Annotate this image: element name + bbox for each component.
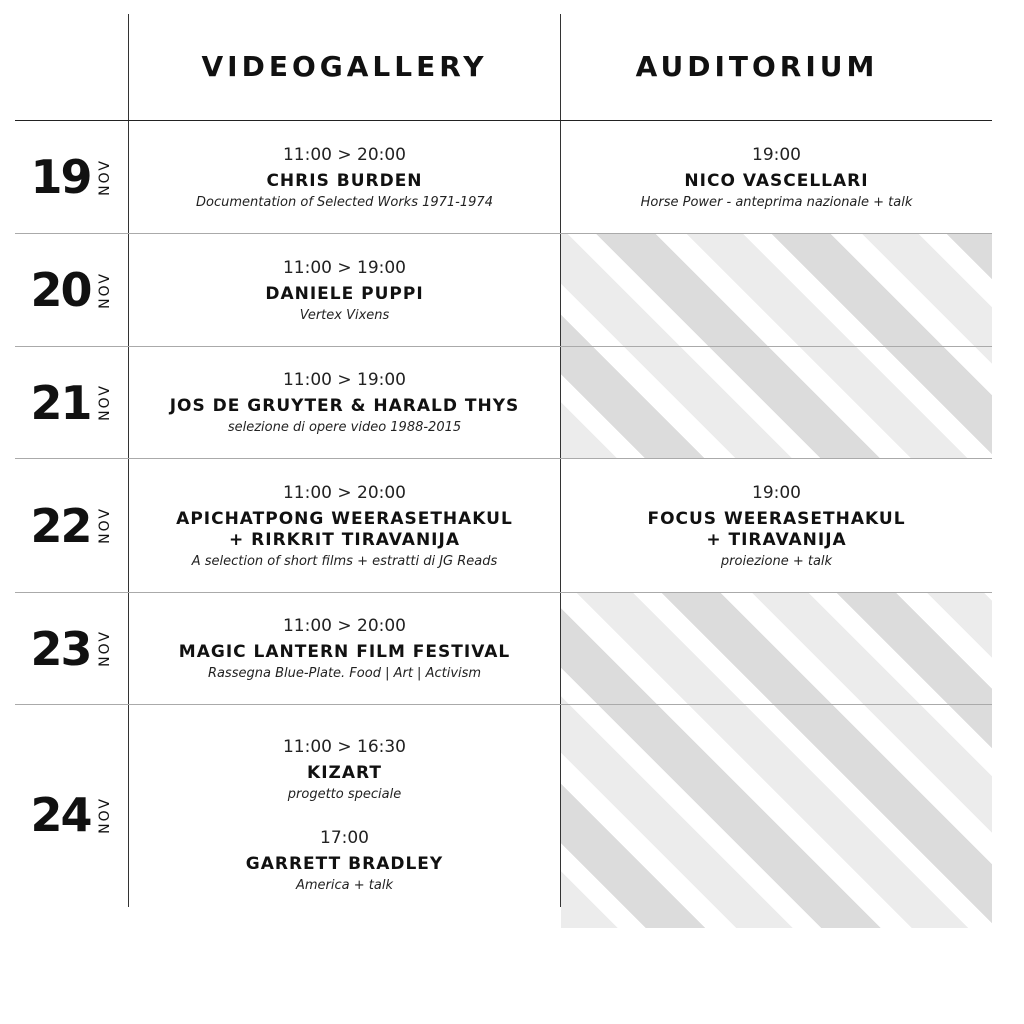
date-month: NOV: [96, 384, 113, 421]
event-artist: MAGIC LANTERN FILM FESTIVAL: [178, 642, 511, 662]
event-time: 17:00: [320, 828, 369, 848]
date-day: 23: [30, 621, 91, 676]
event-artist: NICO VASCELLARI: [684, 170, 869, 191]
date-month: NOV: [96, 271, 113, 309]
event-cell-videogallery: [129, 347, 560, 458]
event-artist: APICHATPONG WEERASETHAKUL: [176, 508, 513, 529]
date-day: 22: [30, 498, 91, 553]
event-time: 11:00 > 20:00: [282, 616, 407, 636]
event-cell-videogallery: [129, 593, 560, 704]
date-day: 24: [30, 788, 91, 842]
event-artist: KIZART: [307, 763, 382, 783]
event-description: Vertex Vixens: [299, 307, 390, 323]
date-month: NOV: [96, 630, 113, 667]
date-label: [15, 705, 128, 925]
event-cell-videogallery: [129, 705, 560, 925]
event-artist: GARRETT BRADLEY: [245, 854, 444, 874]
column-header-videogallery: VIDEOGALLERY: [201, 50, 488, 83]
event-time: 11:00 > 19:00: [282, 257, 407, 278]
event-time: 11:00 > 20:00: [282, 482, 407, 503]
event-cell-videogallery: [129, 234, 560, 346]
event-time: 19:00: [752, 482, 801, 503]
date-month: NOV: [96, 158, 113, 196]
event-description: Horse Power - anteprima nazionale + talk: [640, 194, 913, 210]
event-time: 19:00: [752, 144, 801, 165]
event-artist-secondary: + TIRAVANIJA: [706, 529, 847, 550]
event-cell-auditorium: [561, 459, 992, 592]
event-time: 11:00 > 19:00: [282, 370, 407, 390]
column-header-auditorium: AUDITORIUM: [635, 50, 879, 83]
event-description: America + talk: [296, 878, 393, 893]
event-description: A selection of short films + estratti di JG Reads: [191, 553, 498, 569]
event-cell-videogallery: [129, 459, 560, 592]
date-day: 20: [30, 263, 91, 317]
event-time: 11:00 > 16:30: [282, 737, 407, 757]
event-description: selezione di opere video 1988-2015: [227, 420, 462, 435]
date-day: 19: [30, 150, 91, 204]
event-artist: FOCUS WEERASETHAKUL: [647, 508, 906, 529]
event-description: Rassegna Blue-Plate. Food | Art | Activism: [207, 666, 482, 681]
date-day: 21: [30, 375, 91, 430]
event-artist: CHRIS BURDEN: [266, 170, 423, 191]
event-artist: DANIELE PUPPI: [265, 283, 424, 304]
date-label: [15, 234, 128, 346]
event-description: proiezione + talk: [720, 553, 833, 569]
event-cell-auditorium: [561, 121, 992, 233]
date-month: NOV: [96, 507, 113, 544]
date-label: [15, 459, 128, 592]
date-label: [15, 347, 128, 458]
event-description: Documentation of Selected Works 1971-1974: [196, 194, 493, 210]
empty-slot-hatch-23-24: [561, 593, 992, 928]
date-label: [15, 121, 128, 233]
date-month: NOV: [96, 796, 113, 834]
event-artist: JOS DE GRUYTER & HARALD THYS: [169, 396, 520, 416]
date-label: [15, 593, 128, 704]
event-time: 11:00 > 20:00: [282, 144, 407, 165]
event-cell-videogallery: [129, 121, 560, 233]
event-artist-secondary: + RIRKRIT TIRAVANIJA: [229, 529, 460, 550]
event-description: progetto speciale: [287, 787, 402, 802]
